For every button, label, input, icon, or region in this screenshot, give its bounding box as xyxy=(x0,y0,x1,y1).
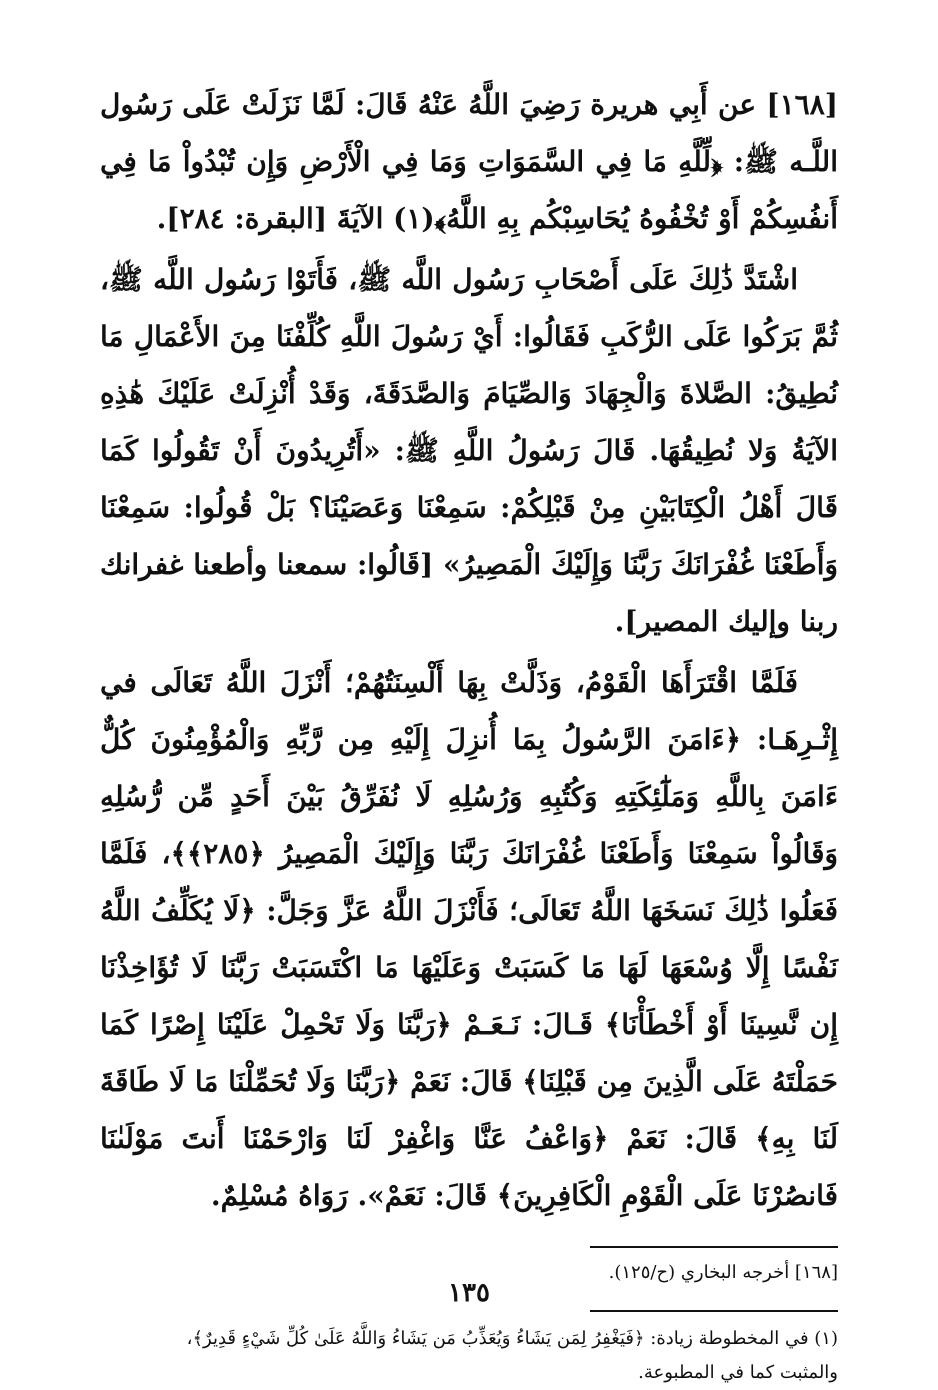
footnote-divider xyxy=(590,1246,838,1248)
hadith-text xyxy=(100,76,838,1224)
page-body xyxy=(100,76,838,1390)
footnote-line: والمثبت كما في المطبوعة. xyxy=(638,1362,838,1383)
footnote-divider xyxy=(590,1310,838,1312)
hadith-paragraph: فَلَمَّا اقْتَرَأَهَا الْقَوْمُ، وَذَلَّتْ بِهَا أَلْسِنَتُهُمْ؛ أَنْزَلَ اللَّهُ تَعَالَى في إِثْـرِهَـا: ﴿ءَامَنَ الرَّسُولُ بِمَا أُنزِلَ إِلَيْهِ مِن رَّبِّهِ وَالْمُؤْمِنُونَ كُلٌّ ءَامَنَ بِاللَّهِ وَمَلَٰٓئِكَتِهِ وَكُتُبِهِ وَرُسُلِهِ لَا نُفَرِّقُ بَيْنَ أَحَدٍ مِّن رُّسُلِهِ وَقَالُواْ سَمِعْنَا وَأَطَعْنَا غُفْرَانَكَ رَبَّنَا وَإِلَيْكَ الْمَصِيرُ ﴿٢٨٥﴾﴾، فَلَمَّا فَعَلُوا ذَٰلِكَ نَسَخَهَا اللَّهُ تَعَالَى؛ فَأَنْزَلَ اللَّهُ عَزَّ وَجَلَّ: ﴿لَا يُكَلِّفُ اللَّهُ نَفْسًا إِلَّا وُسْعَهَا لَهَا مَا كَسَبَتْ وَعَلَيْهَا مَا اكْتَسَبَتْ رَبَّنَا لَا تُؤَاخِذْنَا إِن نَّسِينَا أَوْ أَخْطَأْنَا﴾ قَـالَ: نَـعَـمْ ﴿رَبَّنَا وَلَا تَحْمِلْ عَلَيْنَا إِصْرًا كَمَا حَمَلْتَهُ عَلَى الَّذِينَ مِن قَبْلِنَا﴾ قَالَ: نَعَمْ ﴿رَبَّنَا وَلَا تُحَمِّلْنَا مَا لَا طَاقَةَ لَنَا بِهِ﴾ قَالَ: نَعَمْ ﴿وَاعْفُ عَنَّا وَاغْفِرْ لَنَا وَارْحَمْنَا أَنتَ مَوْلَىٰنَا فَانصُرْنَا عَلَى الْقَوْمِ الْكَافِرِينَ﴾ قَالَ: نَعَمْ». رَوَاهُ مُسْلِمٌ. xyxy=(100,666,838,1212)
footnote xyxy=(100,1322,838,1390)
page-number: ١٣٥ xyxy=(448,1278,490,1308)
footnote-line: (١) في المخطوطة زيادة: ﴿فَيَغْفِرُ لِمَن يَشَاءُ وَيُعَذِّبُ مَن يَشَاءُ وَاللَّهُ عَلَىٰ كُلِّ شَيْءٍ قَدِيرٌ﴾، xyxy=(186,1328,838,1349)
reference-note: [١٦٨] أخرجه البخاري (ح/١٢٥). xyxy=(608,1262,838,1283)
hadith-paragraph: اشْتَدَّ ذَٰلِكَ عَلَى أَصْحَابِ رَسُول اللَّه ﷺ، فَأَتَوْا رَسُول اللَّه ﷺ، ثُمَّ بَرَكُوا عَلَى الرُّكَبِ فَقَالُوا: أَيْ رَسُولَ اللَّهِ كُلِّفْنَا مِنَ الأَعْمَالِ مَا نُطِيقُ: الصَّلاةَ وَالْجِهَادَ وَالصِّيَامَ وَالصَّدَقَةَ، وَقَدْ أُنْزِلَتْ عَلَيْكَ هَٰذِهِ الآيَةُ وَلا نُطِيقُهَا. قَالَ رَسُولُ اللَّهِ ﷺ: «أَتُرِيدُونَ أَنْ تَقُولُوا كَمَا قَالَ أَهْلُ الْكِتَابَيْنِ مِنْ قَبْلِكُمْ: سَمِعْنَا وَعَصَيْنَا؟ بَلْ قُولُوا: سَمِعْنَا وَأَطَعْنَا غُفْرَانَكَ رَبَّنَا وَإِلَيْكَ الْمَصِيرُ» [قَالُوا: سمعنا وأطعنا غفرانك ربنا وإليك المصير]. xyxy=(100,263,838,638)
hadith-paragraph: [١٦٨] عن أَبِي هريرة رَضِيَ اللَّهُ عَنْهُ قَالَ: لَمَّا نَزَلَتْ عَلَى رَسُول اللَّـه ﷺ: ﴿لِّلَّهِ مَا فِي السَّمَوَاتِ وَمَا فِي الْأَرْضِ وَإِن تُبْدُواْ مَا فِي أَنفُسِكُمْ أَوْ تُخْفُوهُ يُحَاسِبْكُم بِهِ اللَّهُ﴾(١) الآيَةَ [البقرة: ٢٨٤]. xyxy=(100,88,838,235)
